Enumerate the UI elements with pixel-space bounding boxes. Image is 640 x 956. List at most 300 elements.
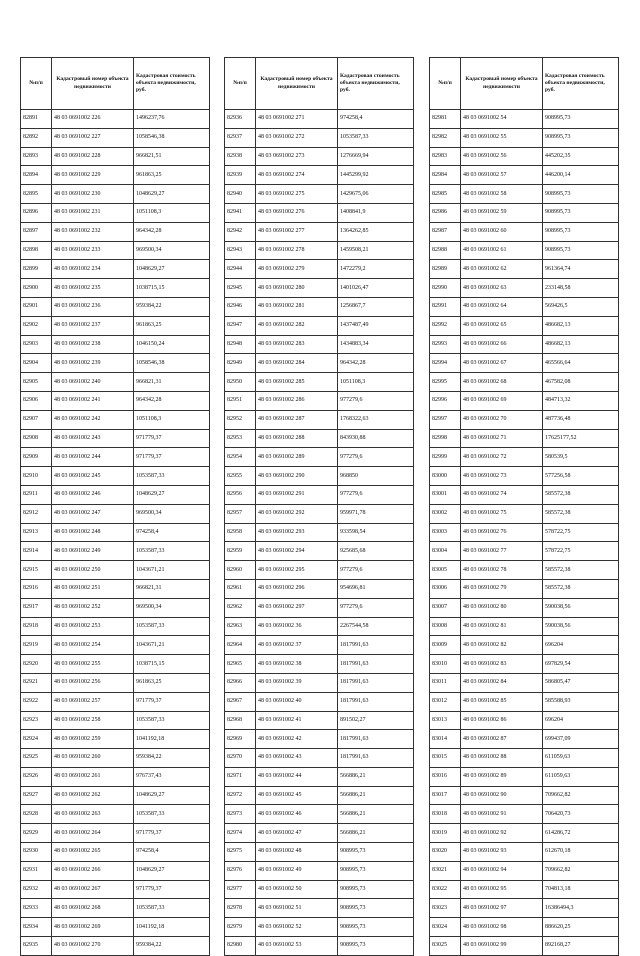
row-number-cell: 82964 (225, 636, 256, 655)
row-number-cell: 83012 (430, 692, 461, 711)
table-row (430, 354, 619, 373)
table-row (21, 203, 210, 222)
row-number-cell: 82975 (225, 843, 256, 862)
cadastral-number-cell: 48 03 0691002 263 (52, 805, 134, 824)
row-number-cell: 82985 (430, 185, 461, 204)
table-row (21, 786, 210, 805)
row-number-cell: 82912 (21, 504, 52, 523)
table-row (21, 241, 210, 260)
cadastral-number-cell: 48 03 0691002 68 (461, 373, 543, 392)
table-row (430, 880, 619, 899)
table-row (225, 297, 414, 316)
cadastral-number-cell: 48 03 0691002 89 (461, 767, 543, 786)
row-number-cell: 82895 (21, 185, 52, 204)
cadastral-value-cell: 577256,58 (543, 467, 619, 486)
header-cadastral-value: Кадастровая стоимость объекта недвижимости, руб. (338, 58, 414, 110)
row-number-cell: 82906 (21, 391, 52, 410)
cadastral-value-cell: 908995,73 (543, 203, 619, 222)
row-number-cell: 82893 (21, 147, 52, 166)
cadastral-number-cell: 48 03 0691002 270 (52, 937, 134, 956)
cadastral-number-cell: 48 03 0691002 48 (256, 843, 338, 862)
cadastral-number-cell: 48 03 0691002 233 (52, 241, 134, 260)
row-number-cell: 82897 (21, 222, 52, 241)
table-row (21, 166, 210, 185)
cadastral-number-cell: 48 03 0691002 99 (461, 937, 543, 956)
row-number-cell: 82984 (430, 166, 461, 185)
row-number-cell: 83014 (430, 730, 461, 749)
cadastral-number-cell: 48 03 0691002 72 (461, 448, 543, 467)
cadastral-number-cell: 48 03 0691002 39 (256, 673, 338, 692)
table-row (430, 222, 619, 241)
cadastral-value-cell: 706420,73 (543, 805, 619, 824)
cadastral-number-cell: 48 03 0691002 286 (256, 391, 338, 410)
row-number-cell: 82898 (21, 241, 52, 260)
row-number-cell: 82915 (21, 561, 52, 580)
row-number-cell: 82935 (21, 937, 52, 956)
cadastral-value-cell: 1041192,18 (134, 918, 210, 937)
cadastral-value-cell: 446200,14 (543, 166, 619, 185)
table-row (225, 673, 414, 692)
cadastral-value-cell: 586805,47 (543, 673, 619, 692)
cadastral-value-cell: 1043671,21 (134, 636, 210, 655)
table-row (430, 730, 619, 749)
cadastral-value-cell: 908995,73 (543, 110, 619, 129)
cadastral-number-cell: 48 03 0691002 274 (256, 166, 338, 185)
row-number-cell: 82969 (225, 730, 256, 749)
row-number-cell: 83010 (430, 655, 461, 674)
cadastral-value-cell: 843930,88 (338, 429, 414, 448)
cadastral-number-cell: 48 03 0691002 236 (52, 297, 134, 316)
cadastral-value-cell: 1053587,33 (134, 467, 210, 486)
cadastral-value-cell: 486682,13 (543, 335, 619, 354)
cadastral-number-cell: 48 03 0691002 242 (52, 410, 134, 429)
row-number-cell: 82925 (21, 749, 52, 768)
cadastral-number-cell: 48 03 0691002 287 (256, 410, 338, 429)
table-row (225, 579, 414, 598)
table-row (430, 467, 619, 486)
cadastral-number-cell: 48 03 0691002 264 (52, 824, 134, 843)
cadastral-value-cell: 484713,32 (543, 391, 619, 410)
cadastral-number-cell: 48 03 0691002 76 (461, 523, 543, 542)
row-number-cell: 83002 (430, 504, 461, 523)
cadastral-number-cell: 48 03 0691002 267 (52, 880, 134, 899)
cadastral-value-cell: 1043671,21 (134, 561, 210, 580)
cadastral-value-cell: 1051108,3 (134, 410, 210, 429)
cadastral-value-cell: 590038,56 (543, 617, 619, 636)
row-number-cell: 82891 (21, 110, 52, 129)
cadastral-value-cell: 585588,93 (543, 692, 619, 711)
cadastral-number-cell: 48 03 0691002 83 (461, 655, 543, 674)
table-row (21, 937, 210, 956)
row-number-cell: 83000 (430, 467, 461, 486)
table-row (21, 749, 210, 768)
row-number-cell: 82960 (225, 561, 256, 580)
cadastral-number-cell: 48 03 0691002 255 (52, 655, 134, 674)
cadastral-value-cell: 566886,21 (338, 824, 414, 843)
cadastral-number-cell: 48 03 0691002 275 (256, 185, 338, 204)
cadastral-value-cell: 611059,63 (543, 749, 619, 768)
row-number-cell: 83016 (430, 767, 461, 786)
cadastral-value-cell: 1046150,24 (134, 335, 210, 354)
table-row (21, 711, 210, 730)
cadastral-value-cell: 1051108,3 (134, 203, 210, 222)
cadastral-number-cell: 48 03 0691002 254 (52, 636, 134, 655)
row-number-cell: 82929 (21, 824, 52, 843)
table-row (21, 335, 210, 354)
table-row (225, 485, 414, 504)
cadastral-number-cell: 48 03 0691002 43 (256, 749, 338, 768)
cadastral-number-cell: 48 03 0691002 53 (256, 937, 338, 956)
row-number-cell: 82988 (430, 241, 461, 260)
row-number-cell: 83006 (430, 579, 461, 598)
cadastral-value-cell: 585572,38 (543, 504, 619, 523)
cadastral-number-cell: 48 03 0691002 245 (52, 467, 134, 486)
cadastral-value-cell: 968850 (338, 467, 414, 486)
row-number-cell: 82982 (430, 128, 461, 147)
cadastral-value-cell: 1817991,63 (338, 655, 414, 674)
table-row (225, 805, 414, 824)
row-number-cell: 82924 (21, 730, 52, 749)
cadastral-value-cell: 908995,73 (338, 937, 414, 956)
cadastral-value-cell: 908995,73 (338, 918, 414, 937)
table-row (430, 861, 619, 880)
cadastral-number-cell: 48 03 0691002 73 (461, 467, 543, 486)
cadastral-number-cell: 48 03 0691002 272 (256, 128, 338, 147)
row-number-cell: 82978 (225, 899, 256, 918)
row-number-cell: 82958 (225, 523, 256, 542)
row-number-cell: 83018 (430, 805, 461, 824)
cadastral-number-cell: 48 03 0691002 284 (256, 354, 338, 373)
cadastral-value-cell: 961364,74 (543, 260, 619, 279)
row-number-cell: 82908 (21, 429, 52, 448)
cadastral-number-cell: 48 03 0691002 278 (256, 241, 338, 260)
row-number-cell: 83005 (430, 561, 461, 580)
header-cadastral-number: Кадастровый номер объекта недвижимости (52, 58, 134, 110)
cadastral-number-cell: 48 03 0691002 266 (52, 861, 134, 880)
row-number-cell: 82894 (21, 166, 52, 185)
table-row (430, 767, 619, 786)
cadastral-number-cell: 48 03 0691002 97 (461, 899, 543, 918)
cadastral-number-cell: 48 03 0691002 80 (461, 598, 543, 617)
row-number-cell: 82914 (21, 542, 52, 561)
cadastral-value-cell: 590038,56 (543, 598, 619, 617)
cadastral-value-cell: 964342,28 (134, 222, 210, 241)
table-row (225, 749, 414, 768)
cadastral-number-cell: 48 03 0691002 69 (461, 391, 543, 410)
cadastral-value-cell: 966821,51 (134, 147, 210, 166)
table-row (430, 110, 619, 129)
cadastral-value-cell: 612670,18 (543, 843, 619, 862)
table-row (21, 542, 210, 561)
row-number-cell: 82947 (225, 316, 256, 335)
cadastral-number-cell: 48 03 0691002 265 (52, 843, 134, 862)
row-number-cell: 82909 (21, 448, 52, 467)
row-number-cell: 82938 (225, 147, 256, 166)
table-row (21, 504, 210, 523)
table-row (430, 598, 619, 617)
cadastral-number-cell: 48 03 0691002 285 (256, 373, 338, 392)
cadastral-value-cell: 709662,82 (543, 786, 619, 805)
cadastral-value-cell: 699437,09 (543, 730, 619, 749)
table-row (225, 279, 414, 298)
cadastral-value-cell: 580539,5 (543, 448, 619, 467)
table-row (430, 655, 619, 674)
cadastral-value-cell: 697829,54 (543, 655, 619, 674)
row-number-cell: 82996 (430, 391, 461, 410)
table-row (21, 880, 210, 899)
row-number-cell: 83003 (430, 523, 461, 542)
row-number-cell: 82899 (21, 260, 52, 279)
table-row (430, 241, 619, 260)
row-number-cell: 82948 (225, 335, 256, 354)
table-row (430, 824, 619, 843)
cadastral-value-cell: 1445299,92 (338, 166, 414, 185)
cadastral-number-cell: 48 03 0691002 44 (256, 767, 338, 786)
cadastral-number-cell: 48 03 0691002 256 (52, 673, 134, 692)
cadastral-number-cell: 48 03 0691002 98 (461, 918, 543, 937)
table-row (225, 316, 414, 335)
cadastral-number-cell: 48 03 0691002 231 (52, 203, 134, 222)
cadastral-number-cell: 48 03 0691002 273 (256, 147, 338, 166)
row-number-cell: 82928 (21, 805, 52, 824)
table-row (21, 222, 210, 241)
cadastral-value-cell: 16386494,3 (543, 899, 619, 918)
cadastral-value-cell: 1038715,15 (134, 655, 210, 674)
row-number-cell: 82913 (21, 523, 52, 542)
row-number-cell: 82900 (21, 279, 52, 298)
row-number-cell: 82955 (225, 467, 256, 486)
table-row (430, 485, 619, 504)
cadastral-value-cell: 971779,37 (134, 429, 210, 448)
row-number-cell: 82999 (430, 448, 461, 467)
row-number-cell: 83025 (430, 937, 461, 956)
table-row (225, 561, 414, 580)
cadastral-number-cell: 48 03 0691002 296 (256, 579, 338, 598)
header-num: №п/п (430, 58, 461, 110)
cadastral-number-cell: 48 03 0691002 88 (461, 749, 543, 768)
table-row (225, 147, 414, 166)
table-row (21, 561, 210, 580)
row-number-cell: 82954 (225, 448, 256, 467)
row-number-cell: 82920 (21, 655, 52, 674)
cadastral-number-cell: 48 03 0691002 262 (52, 786, 134, 805)
cadastral-value-cell: 891502,27 (338, 711, 414, 730)
row-number-cell: 82923 (21, 711, 52, 730)
row-number-cell: 82911 (21, 485, 52, 504)
row-number-cell: 82993 (430, 335, 461, 354)
table-row (21, 448, 210, 467)
cadastral-number-cell: 48 03 0691002 240 (52, 373, 134, 392)
cadastral-value-cell: 566886,21 (338, 805, 414, 824)
cadastral-value-cell: 969500,34 (134, 241, 210, 260)
header-cadastral-number: Кадастровый номер объекта недвижимости (461, 58, 543, 110)
cadastral-number-cell: 48 03 0691002 92 (461, 824, 543, 843)
cadastral-number-cell: 48 03 0691002 281 (256, 297, 338, 316)
row-number-cell: 82945 (225, 279, 256, 298)
cadastral-number-cell: 48 03 0691002 42 (256, 730, 338, 749)
cadastral-number-cell: 48 03 0691002 280 (256, 279, 338, 298)
cadastral-value-cell: 908995,73 (543, 128, 619, 147)
row-number-cell: 82968 (225, 711, 256, 730)
cadastral-value-cell: 971779,37 (134, 824, 210, 843)
table-row (430, 579, 619, 598)
cadastral-number-cell: 48 03 0691002 246 (52, 485, 134, 504)
row-number-cell: 82896 (21, 203, 52, 222)
cadastral-number-cell: 48 03 0691002 38 (256, 655, 338, 674)
cadastral-value-cell: 977279,6 (338, 448, 414, 467)
row-number-cell: 82986 (430, 203, 461, 222)
row-number-cell: 82950 (225, 373, 256, 392)
table-row (21, 824, 210, 843)
table-row (225, 655, 414, 674)
row-number-cell: 82905 (21, 373, 52, 392)
cadastral-number-cell: 48 03 0691002 62 (461, 260, 543, 279)
table-row (430, 391, 619, 410)
table-row (225, 786, 414, 805)
cadastral-value-cell: 974258,4 (134, 843, 210, 862)
table-row (430, 843, 619, 862)
table-row (225, 598, 414, 617)
cadastral-number-cell: 48 03 0691002 294 (256, 542, 338, 561)
cadastral-value-cell: 696204 (543, 711, 619, 730)
row-number-cell: 82901 (21, 297, 52, 316)
table-row (430, 203, 619, 222)
table-row (225, 617, 414, 636)
row-number-cell: 82941 (225, 203, 256, 222)
cadastral-number-cell: 48 03 0691002 248 (52, 523, 134, 542)
table-row (21, 805, 210, 824)
table-row (225, 185, 414, 204)
table-row (21, 636, 210, 655)
cadastral-value-cell: 709662,82 (543, 861, 619, 880)
cadastral-number-cell: 48 03 0691002 70 (461, 410, 543, 429)
cadastral-number-cell: 48 03 0691002 75 (461, 504, 543, 523)
cadastral-value-cell: 1053587,33 (134, 542, 210, 561)
table-row (225, 937, 414, 956)
cadastral-number-cell: 48 03 0691002 232 (52, 222, 134, 241)
cadastral-value-cell: 977279,6 (338, 561, 414, 580)
cadastral-number-cell: 48 03 0691002 77 (461, 542, 543, 561)
table-row (21, 373, 210, 392)
cadastral-value-cell: 1048629,27 (134, 786, 210, 805)
cadastral-number-cell: 48 03 0691002 78 (461, 561, 543, 580)
row-number-cell: 82904 (21, 354, 52, 373)
cadastral-value-cell: 976737,43 (134, 767, 210, 786)
cadastral-table-3 (429, 57, 619, 956)
cadastral-value-cell: 1437487,49 (338, 316, 414, 335)
cadastral-number-cell: 48 03 0691002 250 (52, 561, 134, 580)
table-row (430, 448, 619, 467)
table-row (430, 673, 619, 692)
cadastral-value-cell: 974258,4 (134, 523, 210, 542)
row-number-cell: 82991 (430, 297, 461, 316)
header-cadastral-number: Кадастровый номер объекта недвижимости (256, 58, 338, 110)
cadastral-value-cell: 566886,21 (338, 786, 414, 805)
cadastral-number-cell: 48 03 0691002 93 (461, 843, 543, 862)
cadastral-number-cell: 48 03 0691002 243 (52, 429, 134, 448)
cadastral-number-cell: 48 03 0691002 271 (256, 110, 338, 129)
table-row (225, 692, 414, 711)
table-row (225, 542, 414, 561)
cadastral-value-cell: 1058546,38 (134, 354, 210, 373)
table-row (430, 185, 619, 204)
cadastral-value-cell: 1429675,06 (338, 185, 414, 204)
table-row (430, 899, 619, 918)
row-number-cell: 82907 (21, 410, 52, 429)
row-number-cell: 83024 (430, 918, 461, 937)
row-number-cell: 82934 (21, 918, 52, 937)
cadastral-number-cell: 48 03 0691002 58 (461, 185, 543, 204)
table-row (225, 448, 414, 467)
table-row (225, 861, 414, 880)
table-row (225, 429, 414, 448)
cadastral-value-cell: 971779,37 (134, 880, 210, 899)
table-row (430, 786, 619, 805)
row-number-cell: 83022 (430, 880, 461, 899)
cadastral-number-cell: 48 03 0691002 230 (52, 185, 134, 204)
row-number-cell: 82933 (21, 899, 52, 918)
row-number-cell: 82997 (430, 410, 461, 429)
cadastral-number-cell: 48 03 0691002 257 (52, 692, 134, 711)
cadastral-value-cell: 585572,38 (543, 485, 619, 504)
row-number-cell: 82921 (21, 673, 52, 692)
table-row (225, 636, 414, 655)
cadastral-value-cell: 1256867,7 (338, 297, 414, 316)
table-row (225, 203, 414, 222)
cadastral-number-cell: 48 03 0691002 282 (256, 316, 338, 335)
table-row (21, 185, 210, 204)
table-row (430, 279, 619, 298)
table-row (430, 523, 619, 542)
cadastral-number-cell: 48 03 0691002 71 (461, 429, 543, 448)
cadastral-number-cell: 48 03 0691002 91 (461, 805, 543, 824)
cadastral-number-cell: 48 03 0691002 47 (256, 824, 338, 843)
row-number-cell: 82995 (430, 373, 461, 392)
cadastral-value-cell: 1364262,85 (338, 222, 414, 241)
cadastral-value-cell: 954696,81 (338, 579, 414, 598)
table-row (225, 260, 414, 279)
table-row (21, 598, 210, 617)
row-number-cell: 83011 (430, 673, 461, 692)
table-row (430, 937, 619, 956)
table-row (430, 128, 619, 147)
cadastral-number-cell: 48 03 0691002 84 (461, 673, 543, 692)
table-row (225, 467, 414, 486)
cadastral-value-cell: 971779,37 (134, 448, 210, 467)
table-row (21, 260, 210, 279)
cadastral-value-cell: 961863,25 (134, 316, 210, 335)
cadastral-number-cell: 48 03 0691002 258 (52, 711, 134, 730)
row-number-cell: 82916 (21, 579, 52, 598)
cadastral-value-cell: 1051108,3 (338, 373, 414, 392)
row-number-cell: 82963 (225, 617, 256, 636)
cadastral-number-cell: 48 03 0691002 57 (461, 166, 543, 185)
cadastral-value-cell: 233148,58 (543, 279, 619, 298)
cadastral-number-cell: 48 03 0691002 94 (461, 861, 543, 880)
cadastral-value-cell: 1817991,63 (338, 692, 414, 711)
cadastral-number-cell: 48 03 0691002 292 (256, 504, 338, 523)
table-row (21, 861, 210, 880)
row-number-cell: 82981 (430, 110, 461, 129)
cadastral-number-cell: 48 03 0691002 63 (461, 279, 543, 298)
table-row (225, 222, 414, 241)
cadastral-value-cell: 961863,25 (134, 673, 210, 692)
row-number-cell: 82940 (225, 185, 256, 204)
row-number-cell: 82949 (225, 354, 256, 373)
table-row (430, 429, 619, 448)
cadastral-number-cell: 48 03 0691002 60 (461, 222, 543, 241)
cadastral-value-cell: 959384,22 (134, 937, 210, 956)
